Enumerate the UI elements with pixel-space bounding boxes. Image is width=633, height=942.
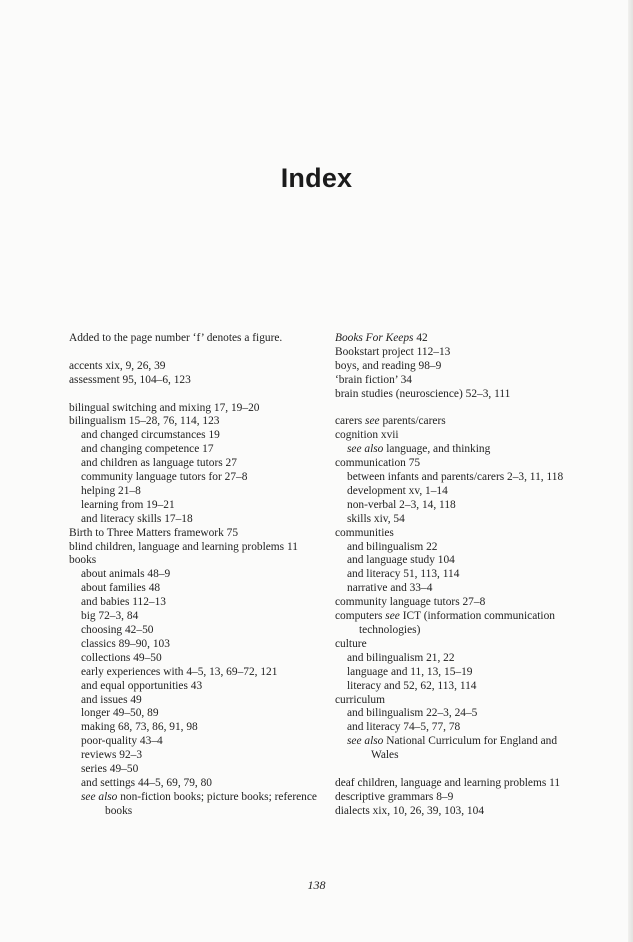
index-subentry xyxy=(335,652,585,666)
entry-text: and changing competence 17 xyxy=(81,443,214,456)
entry-text: about animals 48–9 xyxy=(81,568,171,581)
cross-reference-label: Books For Keeps xyxy=(335,332,414,344)
index-subentry xyxy=(69,457,321,471)
index-entry xyxy=(335,610,585,638)
index-entry xyxy=(69,415,321,429)
entry-text: carers xyxy=(335,415,363,428)
entry-text: books xyxy=(69,554,97,567)
entry-text: assessment 95, 104–6, 123 xyxy=(69,373,191,386)
index-entry xyxy=(335,332,585,346)
entry-text: and issues 49 xyxy=(81,693,142,706)
index-subentry xyxy=(69,499,321,513)
section-gap xyxy=(69,388,321,402)
index-column-left xyxy=(69,332,321,819)
entry-text-after: parents/carers xyxy=(379,415,446,428)
entry-text-after: ICT (information communication technologies) xyxy=(359,610,555,637)
entry-text: cognition xvii xyxy=(335,429,399,442)
index-subentry xyxy=(69,652,321,666)
entry-text: making 68, 73, 86, 91, 98 xyxy=(81,721,198,734)
entry-text: boys, and reading 98–9 xyxy=(335,359,442,372)
entry-text: and literacy 51, 113, 114 xyxy=(347,568,460,581)
index-subentry xyxy=(69,624,321,638)
index-entry xyxy=(69,402,321,416)
entry-text: computers xyxy=(335,610,383,623)
index-subentry xyxy=(335,485,585,499)
entry-text: and language study 104 xyxy=(347,554,455,567)
entry-text: classics 89–90, 103 xyxy=(81,637,170,650)
index-subentry xyxy=(335,735,585,763)
entry-text: big 72–3, 84 xyxy=(81,610,139,623)
entry-text: choosing 42–50 xyxy=(81,624,154,636)
index-subentry xyxy=(335,680,585,694)
entry-text: learning from 19–21 xyxy=(81,498,175,511)
entry-text: and settings 44–5, 69, 79, 80 xyxy=(81,776,212,789)
section-gap xyxy=(335,402,585,416)
entry-text: and bilingualism 22–3, 24–5 xyxy=(347,707,478,720)
index-entry xyxy=(335,346,585,360)
index-subentry xyxy=(335,666,585,680)
index-subentry xyxy=(335,499,585,513)
index-subentry xyxy=(335,541,585,555)
entry-text: non-fiction books; picture books; reference books xyxy=(105,790,317,817)
cross-reference-label: see xyxy=(362,415,380,428)
index-entry xyxy=(335,638,585,652)
index-subentry xyxy=(335,513,585,527)
entry-text: and equal opportunities 43 xyxy=(81,679,203,692)
index-subentry xyxy=(69,749,321,763)
index-entry xyxy=(69,554,321,568)
index-subentry xyxy=(69,763,321,777)
entry-text: and bilingualism 21, 22 xyxy=(347,651,455,664)
index-subentry xyxy=(69,429,321,443)
entry-text: collections 49–50 xyxy=(81,651,162,664)
index-subentry xyxy=(335,568,585,582)
section-gap xyxy=(335,763,585,777)
entry-text: Added to the page number ‘f’ denotes a figure. xyxy=(69,332,283,344)
entry-text: narrative and 33–4 xyxy=(347,582,433,595)
index-subentry xyxy=(69,471,321,485)
index-subentry xyxy=(335,721,585,735)
entry-text: accents xix, 9, 26, 39 xyxy=(69,359,166,372)
index-subentry xyxy=(335,471,585,485)
entry-text: bilingualism 15–28, 76, 114, 123 xyxy=(69,415,220,428)
index-entry xyxy=(335,777,585,791)
index-subentry xyxy=(69,680,321,694)
entry-text: series 49–50 xyxy=(81,763,139,776)
entry-text: communities xyxy=(335,526,394,539)
index-entry xyxy=(335,596,585,610)
index-subentry xyxy=(69,638,321,652)
index-subentry xyxy=(69,777,321,791)
entry-text: curriculum xyxy=(335,693,385,706)
entry-text: helping 21–8 xyxy=(81,484,141,497)
entry-text: skills xiv, 54 xyxy=(347,512,405,525)
index-entry xyxy=(69,360,321,374)
entry-text: literacy and 52, 62, 113, 114 xyxy=(347,679,477,692)
entry-text: poor-quality 43–4 xyxy=(81,735,163,748)
index-subentry xyxy=(69,582,321,596)
index-entry xyxy=(335,429,585,443)
index-subentry xyxy=(69,735,321,749)
entry-text: descriptive grammars 8–9 xyxy=(335,790,454,803)
index-subentry xyxy=(335,707,585,721)
page-number: 138 xyxy=(307,878,326,892)
entry-text: culture xyxy=(335,637,367,650)
entry-text: longer 49–50, 89 xyxy=(81,707,159,720)
entry-text: bilingual switching and mixing 17, 19–20 xyxy=(69,401,260,414)
entry-text: and babies 112–13 xyxy=(81,596,166,609)
index-subentry xyxy=(69,721,321,735)
entry-text: Bookstart project 112–13 xyxy=(335,345,451,358)
index-entry xyxy=(69,374,321,388)
index-subentry xyxy=(335,554,585,568)
entry-text: and changed circumstances 19 xyxy=(81,429,220,442)
entry-text: deaf children, language and learning problems 11 xyxy=(335,776,561,789)
cross-reference-label: see also xyxy=(81,790,118,803)
section-gap xyxy=(69,346,321,360)
cross-reference-label: see also xyxy=(347,443,384,456)
entry-text: dialects xix, 10, 26, 39, 103, 104 xyxy=(335,804,485,817)
entry-text: community language tutors 27–8 xyxy=(335,596,486,609)
page-edge-shadow xyxy=(628,0,633,942)
index-entry xyxy=(335,360,585,374)
entry-text: blind children, language and learning problems 11 xyxy=(69,540,298,553)
index-subentry xyxy=(69,596,321,610)
entry-text: and children as language tutors 27 xyxy=(81,457,237,470)
index-subentry xyxy=(69,485,321,499)
index-entry xyxy=(335,388,585,402)
entry-text: development xv, 1–14 xyxy=(347,484,448,497)
entry-text: Birth to Three Matters framework 75 xyxy=(69,526,239,539)
index-entry xyxy=(335,457,585,471)
index-subentry xyxy=(69,443,321,457)
entry-text: and literacy skills 17–18 xyxy=(81,512,193,525)
index-subentry xyxy=(335,582,585,596)
entry-text: language and 11, 13, 15–19 xyxy=(347,665,473,678)
index-subentry xyxy=(69,666,321,680)
index-subentry xyxy=(335,443,585,457)
entry-text: about families 48 xyxy=(81,582,161,595)
entry-text: ‘brain fiction’ 34 xyxy=(335,373,412,386)
entry-text: community language tutors for 27–8 xyxy=(81,471,248,484)
index-column-right xyxy=(335,332,585,819)
index-entry xyxy=(335,374,585,388)
index-entry xyxy=(335,694,585,708)
entry-text: and literacy 74–5, 77, 78 xyxy=(347,721,461,734)
index-entry xyxy=(69,332,321,346)
entry-text: 42 xyxy=(413,332,428,344)
index-entry xyxy=(335,527,585,541)
entry-text: non-verbal 2–3, 14, 118 xyxy=(347,498,456,511)
cross-reference-label: see also xyxy=(347,735,384,748)
entry-text: and bilingualism 22 xyxy=(347,540,438,553)
entry-text: early experiences with 4–5, 13, 69–72, 121 xyxy=(81,665,278,678)
index-subentry xyxy=(69,791,321,819)
index-subentry xyxy=(69,707,321,721)
index-entry xyxy=(69,541,321,555)
index-entry xyxy=(335,791,585,805)
index-entry xyxy=(69,527,321,541)
index-subentry xyxy=(69,568,321,582)
index-entry xyxy=(335,805,585,819)
entry-text: National Curriculum for England and Wales xyxy=(371,735,558,762)
cross-reference-label: see xyxy=(382,610,400,623)
index-subentry xyxy=(69,610,321,624)
page-title: Index xyxy=(280,163,353,193)
entry-text: brain studies (neuroscience) 52–3, 111 xyxy=(335,387,511,400)
index-entry xyxy=(335,415,585,429)
index-subentry xyxy=(69,694,321,708)
entry-text: language, and thinking xyxy=(383,443,491,456)
index-subentry xyxy=(69,513,321,527)
entry-text: communication 75 xyxy=(335,457,421,470)
entry-text: reviews 92–3 xyxy=(81,749,143,762)
entry-text: between infants and parents/carers 2–3, 11, 118 xyxy=(347,471,564,484)
